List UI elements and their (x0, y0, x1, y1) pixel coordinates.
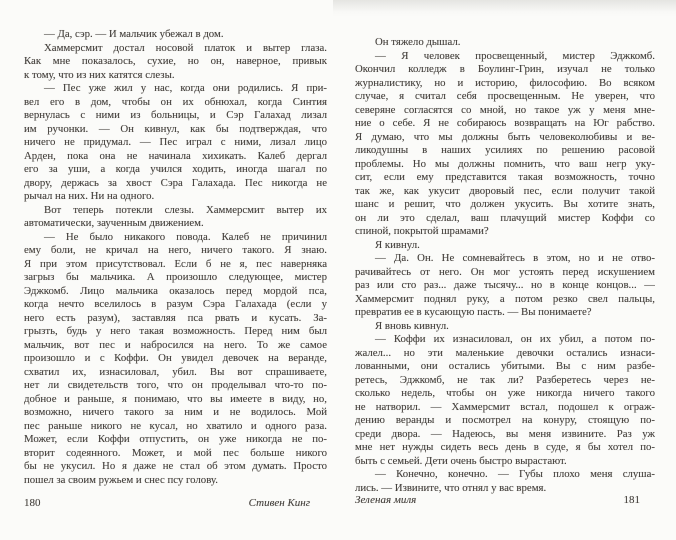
text-line: проблемы. Но мы должны помнить, что ваш негр уку- (355, 157, 655, 170)
text-line: сит, если ему представится такая возможность, точно (355, 171, 655, 183)
page-footer-left (24, 497, 310, 509)
text-line: Вот теперь потекли слезы. Хаммерсмит вытер их (44, 203, 327, 216)
text-line: рычал на них. Ни на одного. (24, 190, 155, 202)
text-line: — Не было никакого повода. Калеб не причинил (44, 230, 327, 243)
running-title-book: Зеленая миля (355, 494, 417, 506)
text-line: ликодушны в наших усилиях по решению расовой (355, 144, 655, 156)
text-line: дению веранды и посмотрел на конуру, стоящую по- (355, 414, 655, 426)
text-line: к тому, что из них катятся слезы. (24, 68, 175, 81)
text-line: него есть разум), заставляя пса рвать и кусать. За- (24, 311, 327, 324)
text-line: двору, держась за хвост Сэра Галахада. Пес никогда не (24, 176, 327, 189)
text-line: — Да. Он. Не сомневайтесь в этом, но и не отво- (375, 252, 655, 264)
text-line: загрыз бы мальчика. А произошло следующее, мистер (24, 271, 327, 283)
page-footer-right (355, 494, 640, 506)
text-line: Я при этом присутствовал. Если б не я, пес наверняка (24, 257, 327, 270)
text-line: Может, если Коффи отпустить, он уже никогда не по- (24, 433, 327, 445)
text-line: северяне согласятся со мной, но такое уж у меня мне- (355, 103, 655, 116)
text-line: автоматически, заученным движением. (24, 217, 204, 229)
text-line: добное и раньше, я понимаю, что вы имеете в виду, но, (24, 392, 327, 405)
text-line: возможно, ничего такого за ним и не водилось. Мой (24, 406, 327, 418)
text-line: ничего не придумал. — Пес играл с ними, лизал лицо (24, 136, 327, 148)
text-line: бы не укусил. Но я даже не стал об этом думать. Просто (24, 460, 327, 472)
text-line: жалел... но эти маленькие девочки остались изнаси- (355, 346, 655, 359)
text-line: вел его в дом, чтобы он их обнюхал, когда Синтия (24, 95, 327, 108)
text-line: сколько недель, чтобы он уже никогда ничего такого (355, 387, 655, 399)
text-line: схватил их, изнасиловал, убил. Вы вот спрашиваете, (24, 365, 327, 378)
page-right-text (355, 36, 655, 495)
text-line: спиной, покрытой шрамами? (355, 225, 489, 237)
text-line: Я кивнул. (375, 238, 420, 251)
text-line: — Конечно, конечно. — Губы плохо меня слуша- (375, 468, 655, 480)
text-line: вернулась с ними из больницы, и Сэр Галахад лизал (24, 109, 327, 121)
text-line: Арден, пока она не начинала хихикать. Калеб дергал (24, 149, 327, 162)
text-line: когда нечто вселилось в разум Сэра Галахада (если у (24, 298, 327, 310)
text-line: его за уши, а когда учился ходить, иногда шагал по (24, 163, 327, 175)
text-line: лись. — Извините, что отнял у вас время. (355, 481, 547, 494)
text-line: — Я человек просвещенный, мистер Эджкомб. (375, 49, 655, 62)
text-line: Я вновь кивнул. (375, 319, 449, 332)
text-line: мне нет нужды сидеть весь день в суде, я бы хотел по- (355, 441, 655, 453)
text-line: так же, как укусит дворовый пес, если получит такой (355, 184, 655, 197)
page-number-left: 180 (24, 497, 41, 509)
text-line: им ручонки. — Он кивнул, как бы подтверждая, что (24, 122, 327, 135)
page-number-right: 181 (623, 494, 640, 506)
text-line: Как мне показалось, сухие, но он, наверное, привык (24, 55, 327, 67)
text-line: быть с семьей. Дети очень быстро вырастают. (355, 454, 567, 467)
text-line: лованными, они остались убитыми. Вы с ним разбе- (355, 360, 655, 372)
scan-shadow-top (333, 0, 676, 17)
text-line: вторит содеянного. Может, и мой пес больше никого (24, 446, 327, 459)
text-line: Хаммерсмит достал носовой платок и вытер глаза. (44, 41, 327, 54)
text-line: пес раньше никого не кусал, но хватило и одного раза. (24, 419, 327, 432)
text-line: не натворил. — Хаммерсмит встал, подошел к ограж- (355, 400, 655, 413)
text-line: шанс и решит, что должен укусить. Вы хотите знать, (355, 198, 655, 210)
text-line: пошел за своим ружьем и снес псу голову. (24, 473, 218, 486)
running-title-author: Стивен Кинг (248, 497, 310, 509)
text-line: нет ли свидетельств того, что он проделывал что-то по- (24, 379, 327, 391)
text-line: произошло и с Коффи. Он увидел девочек на веранде, (24, 352, 327, 364)
text-line: — Да, сэр. — И мальчик убежал в дом. (44, 28, 224, 40)
text-line: ретесь, Эджкомб, не так ли? Разберетесь через не- (355, 373, 655, 386)
text-line: раз или сто раз... даже тысячу... но в конце концов... — (355, 279, 655, 291)
text-line: ему боли, не кричал на него, ничего такого. Я знаю. (24, 244, 327, 256)
text-line: рачивайтесь от него. Он мог устоять перед искушением (355, 265, 655, 278)
text-line: журналистику, но и историю, философию. Во всяком (355, 76, 655, 89)
text-line: грызть, будь у него такая возможность. Перед ним был (24, 325, 327, 337)
text-line: превратив ее в кусающую пасть. — Вы понимаете? (355, 306, 592, 318)
text-line: Я думаю, что мы должны быть человеколюбивы и ве- (355, 130, 655, 143)
text-line: мальчик, вот пес и набросился на него. То же самое (24, 338, 327, 351)
text-line: Он тяжело дышал. (375, 36, 461, 48)
text-line: он ли это сделал, ваш плачущий мистер Коффи со (355, 211, 655, 224)
text-line: — Коффи их изнасиловал, он их убил, а потом по- (375, 333, 655, 345)
text-line: Эджкомб. Лицо мальчика оказалось перед мордой пса, (24, 284, 327, 297)
text-line: Окончил колледж в Боулинг-Грин, изучал не только (355, 63, 655, 75)
page-left-text (24, 28, 327, 487)
text-line: случае, я считал себя просвещенным. Не уверен, что (355, 90, 655, 102)
text-line: Хаммерсмит поднял руку, а потом резко свел пальцы, (355, 292, 655, 305)
text-line: — Пес уже жил у нас, когда они родились. Я при- (44, 82, 327, 94)
text-line: среди двора. — Надеюсь, вы меня извините. Раз уж (355, 427, 655, 440)
text-line: ние о себе. Я не собираюсь возвращать на Юг рабство. (355, 117, 655, 129)
